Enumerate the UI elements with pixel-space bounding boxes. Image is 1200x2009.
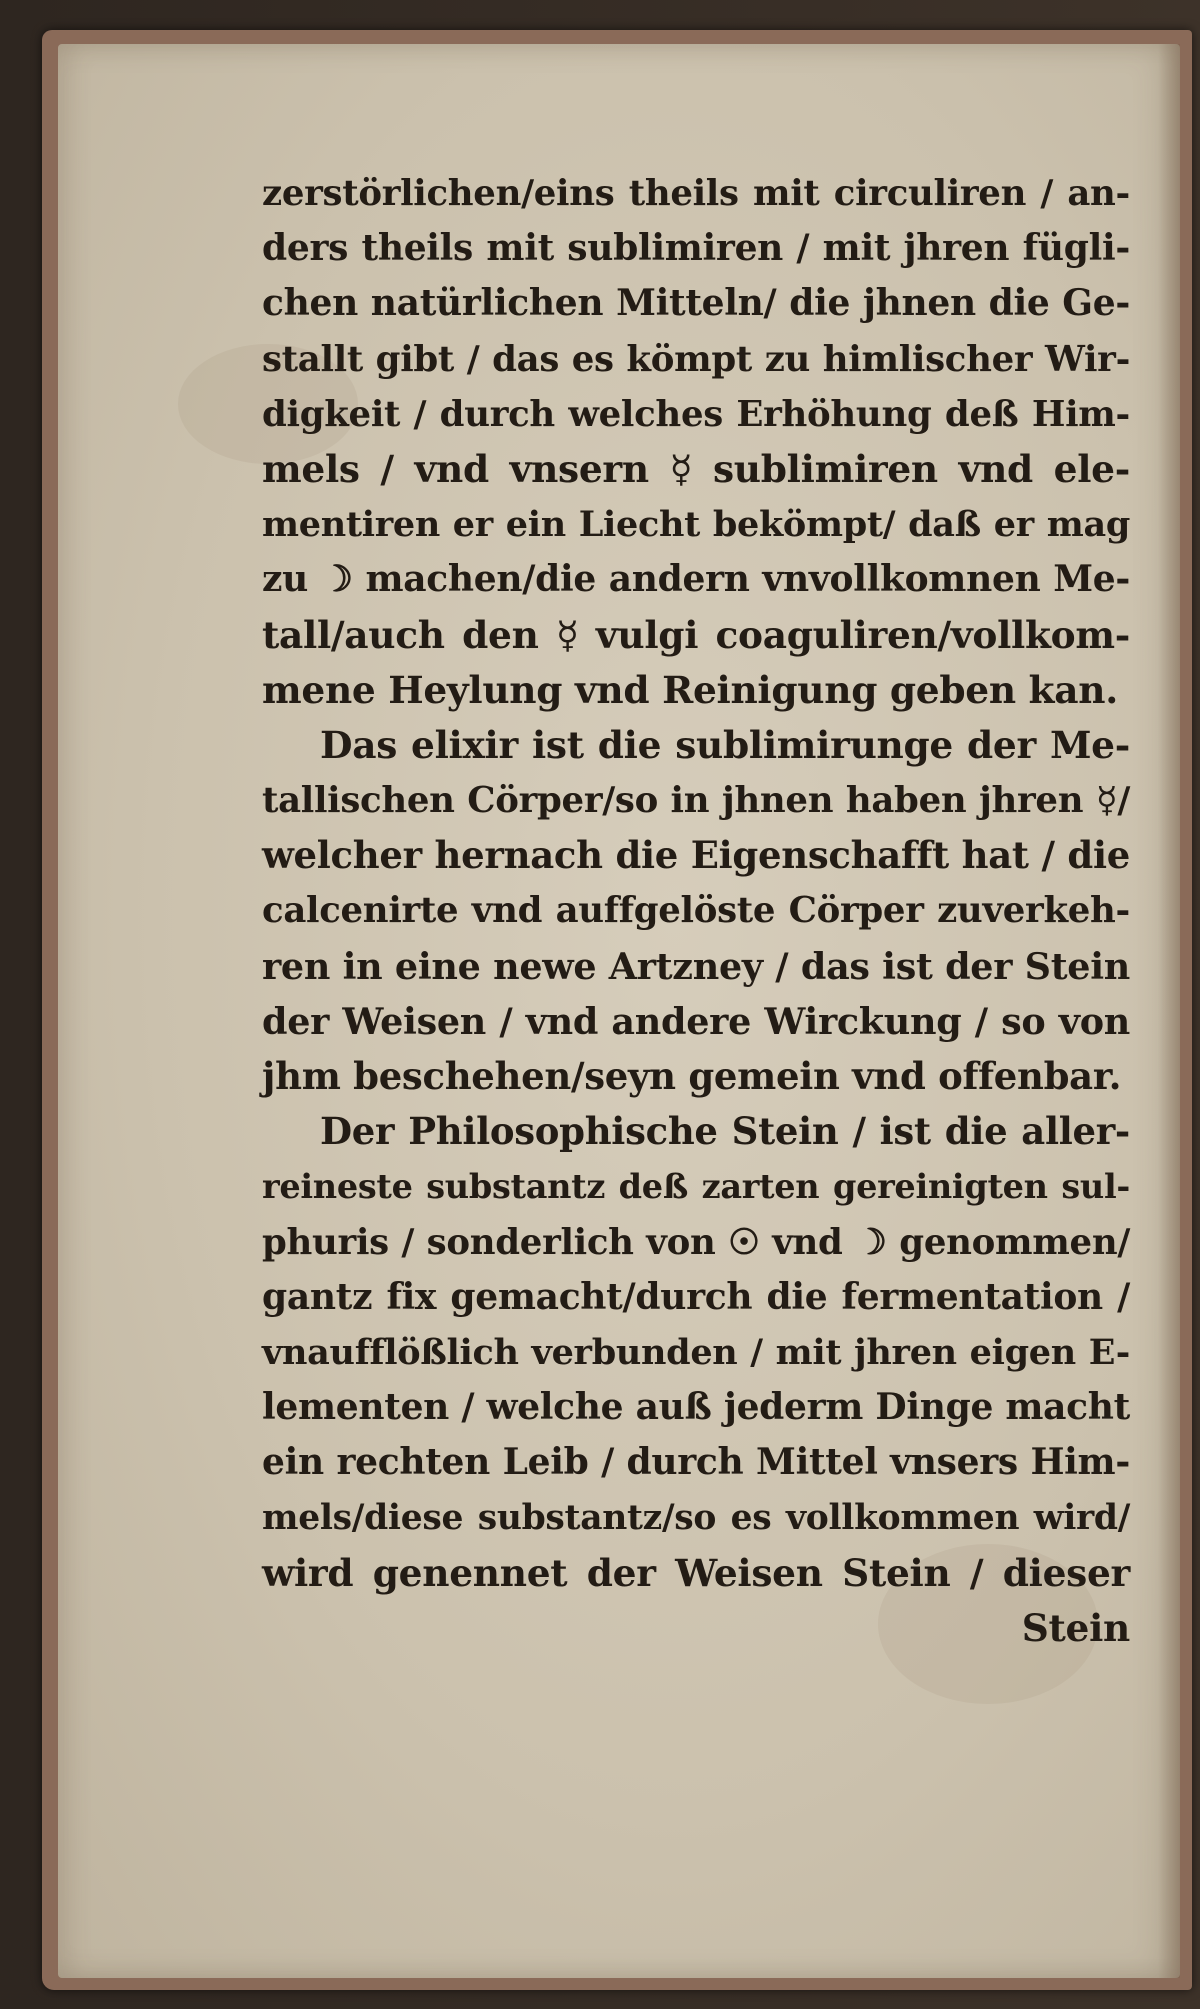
text-line: welcher hernach die Eigenschafft hat / die [262,833,1130,878]
paragraph-start-line: Der Philosophische Stein / ist die aller- [320,1109,1130,1154]
text-line: lementen / welche auß jederm Dinge macht [262,1386,1130,1429]
body-text [262,166,1130,1656]
text-line: digkeit / durch welches Erhöhung deß Him- [262,393,1130,435]
text-line: phuris / sonderlich von ☉ vnd ☽ genommen/ [262,1221,1130,1263]
text-line: gantz fix gemacht/durch die fermentation / [262,1275,1130,1318]
text-line: ders theils mit sublimiren / mit jhren fügli- [262,227,1130,270]
text-line: der Weisen / vnd andere Wirckung / so von [262,999,1130,1043]
text-line: zu ☽ machen/die andern vnvollkomnen Me- [262,558,1130,601]
paragraph-start-line: Das elixir ist die sublimirunge der Me- [320,722,1130,767]
text-line: mentiren er ein Liecht bekömpt/ daß er mag [262,504,1130,546]
text-line: calcenirte vnd auffgelöste Cörper zuverkeh- [262,890,1130,932]
paragraph-end-line: jhm beschehen/seyn gemein vnd offenbar. [262,1054,1122,1098]
text-line: wird genennet der Weisen Stein / dieser [262,1550,1130,1595]
text-line: tallischen Cörper/so in jhnen haben jhren ☿/ [262,780,1130,822]
text-line: ein rechten Leib / durch Mittel vnsers Him- [262,1441,1130,1484]
page-gutter-shadow [1158,44,1180,1978]
text-line: tall/auch den ☿ vulgi coaguliren/vollkom- [262,612,1130,657]
text-line: zerstörlichen/eins theils mit circuliren / an- [262,173,1130,214]
catchword: Stein [1021,1605,1130,1650]
text-line: stallt gibt / das es kömpt zu himlischer Wir- [262,338,1130,380]
paragraph-end-line: mene Heylung vnd Reinigung geben kan. [262,667,1118,712]
text-line: mels/diese substantz/so es vollkommen wird/ [262,1497,1130,1538]
text-line: vnaufflößlich verbunden / mit jhren eigen E- [262,1331,1130,1373]
text-line: ren in eine newe Artzney / das ist der Stein [262,944,1130,988]
text-line: chen natürlichen Mitteln/ die jhnen die Ge- [262,282,1130,325]
text-line: mels / vnd vnsern ☿ sublimiren vnd ele- [262,446,1130,491]
text-line: reineste substantz deß zarten gereinigten sul- [262,1167,1130,1207]
